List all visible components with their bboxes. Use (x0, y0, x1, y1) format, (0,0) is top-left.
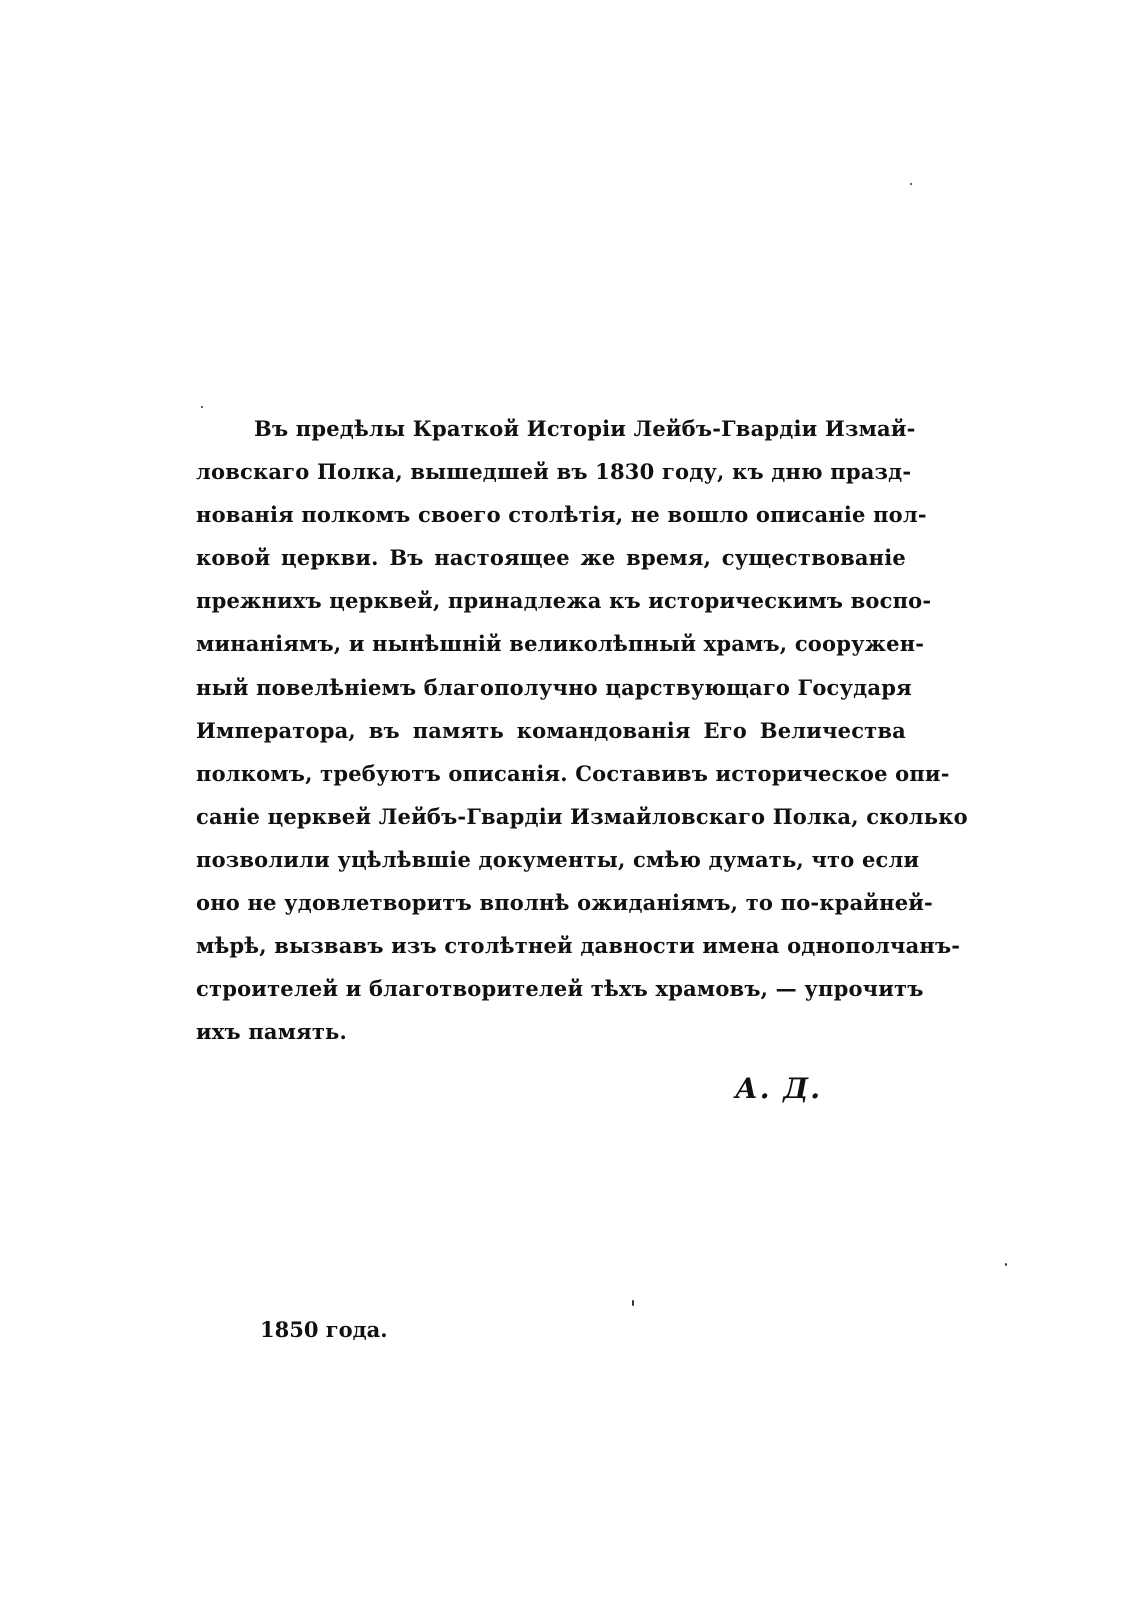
scan-speck (1005, 1263, 1007, 1266)
preface-line: оно не удовлетворитъ вполнѣ ожиданіямъ, то по-крайней- (196, 890, 933, 916)
preface-line: саніе церквей Лейбъ-Гвардіи Измайловскаго Полка, сколько (196, 803, 968, 829)
preface-line: ихъ память. (196, 1019, 348, 1045)
preface-line: ковой церкви. Въ настоящее же время, существованіе (196, 545, 906, 571)
preface-line: позволили уцѣлѣвшіе документы, смѣю думать, что если (196, 846, 920, 872)
preface-line: Императора, въ память командованія Его Величества (196, 717, 906, 743)
preface-paragraph (196, 407, 968, 1053)
preface-line: прежнихъ церквей, принадлежа къ историческимъ воспо- (196, 588, 932, 614)
preface-line: ловскаго Полка, вышедшей въ 1830 году, къ дню празд- (196, 459, 912, 485)
preface-line: полкомъ, требуютъ описанія. Составивъ историческое опи- (196, 760, 950, 786)
scan-speck (201, 406, 203, 408)
preface-line: строителей и благотворителей тѣхъ храмовъ, — упрочитъ (196, 976, 924, 1002)
preface-line: Въ предѣлы Краткой Исторіи Лейбъ-Гвардіи Измай- (254, 416, 916, 441)
preface-line: мѣрѣ, вызвавъ изъ столѣтней давности имена однополчанъ- (196, 933, 961, 959)
scan-speck (632, 1300, 634, 1306)
preface-line: нованія полкомъ своего столѣтія, не вошло описаніе пол- (196, 502, 927, 528)
scan-speck (910, 183, 912, 185)
publication-date: 1850 года. (260, 1317, 388, 1342)
preface-line: ный повелѣніемъ благополучно царствующаго Государя (196, 674, 912, 700)
preface-line: минаніямъ, и нынѣшній великолѣпный храмъ, сооружен- (196, 631, 925, 657)
author-signature: А. Д. (735, 1072, 822, 1105)
